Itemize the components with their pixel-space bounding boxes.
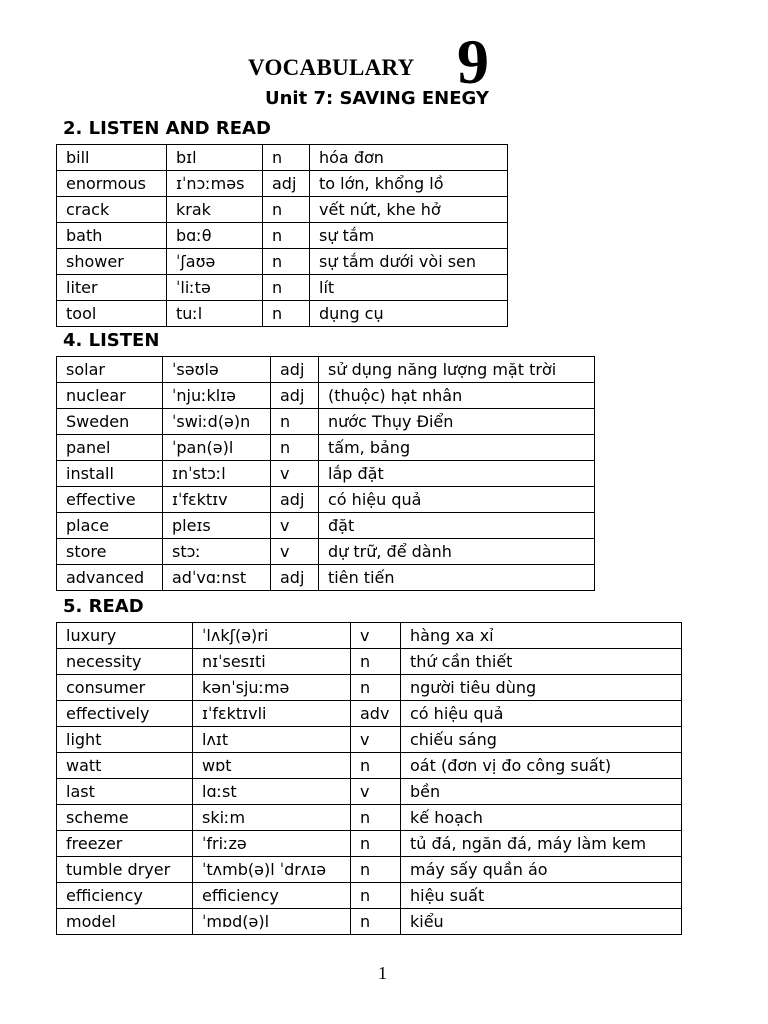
vocab-word: shower [57,249,167,275]
vocab-part-of-speech: n [351,649,401,675]
vocab-part-of-speech: n [351,831,401,857]
vocab-part-of-speech: adj [271,565,319,591]
table-row [57,249,508,275]
vocab-part-of-speech: v [271,513,319,539]
vocab-part-of-speech: n [263,223,310,249]
vocab-pronunciation: nɪˈsesɪti [193,649,351,675]
vocab-pronunciation: ˈmɒd(ə)l [193,909,351,935]
vocab-word: tumble dryer [57,857,193,883]
table-row [57,753,682,779]
vocab-table-read [56,622,682,935]
vocab-table-listen-and-read [56,144,508,327]
vocab-meaning: sử dụng năng lượng mặt trời [319,357,595,383]
vocab-meaning: sự tắm dưới vòi sen [310,249,508,275]
vocab-part-of-speech: n [263,197,310,223]
unit-title: Unit 7: SAVING ENEGY [265,88,489,109]
vocab-meaning: người tiêu dùng [401,675,682,701]
table-row [57,909,682,935]
vocab-meaning: dụng cụ [310,301,508,327]
vocab-word: tool [57,301,167,327]
vocab-meaning: vết nứt, khe hở [310,197,508,223]
table-row [57,171,508,197]
vocab-pronunciation: ˈliːtə [167,275,263,301]
vocab-word: place [57,513,163,539]
vocab-part-of-speech: n [351,675,401,701]
vocab-meaning: thứ cần thiết [401,649,682,675]
table-row [57,883,682,909]
vocab-pronunciation: adˈvɑːnst [163,565,271,591]
table-row [57,383,595,409]
vocab-pronunciation: ˈpan(ə)l [163,435,271,461]
vocab-meaning: có hiệu quả [401,701,682,727]
vocab-meaning: đặt [319,513,595,539]
table-row [57,513,595,539]
vocab-pronunciation: ɪˈfɛktɪvli [193,701,351,727]
table-row [57,779,682,805]
vocab-part-of-speech: adj [271,487,319,513]
vocab-word: light [57,727,193,753]
table-row [57,197,508,223]
table-row [57,487,595,513]
vocab-pronunciation: ˈʃaʊə [167,249,263,275]
vocab-word: consumer [57,675,193,701]
vocab-part-of-speech: n [351,883,401,909]
vocab-pronunciation: ˈswiːd(ə)n [163,409,271,435]
vocab-pronunciation: ˈnjuːklɪə [163,383,271,409]
document-header [0,0,768,116]
table-row [57,565,595,591]
section-heading-read: 5. READ [63,596,144,617]
vocab-word: panel [57,435,163,461]
vocab-part-of-speech: n [271,435,319,461]
table-row [57,357,595,383]
vocab-word: luxury [57,623,193,649]
vocab-pronunciation: lɑːst [193,779,351,805]
table-row [57,539,595,565]
vocab-meaning: (thuộc) hạt nhân [319,383,595,409]
vocab-part-of-speech: n [351,857,401,883]
vocab-meaning: máy sấy quần áo [401,857,682,883]
vocab-part-of-speech: n [351,909,401,935]
vocab-word: freezer [57,831,193,857]
table-row [57,301,508,327]
vocab-meaning: hiệu suất [401,883,682,909]
vocab-part-of-speech: n [263,275,310,301]
vocab-word: efficiency [57,883,193,909]
vocab-word: watt [57,753,193,779]
vocab-word: nuclear [57,383,163,409]
table-row [57,727,682,753]
vocab-word: effective [57,487,163,513]
vocab-pronunciation: ˈsəʊlə [163,357,271,383]
grade-number: 9 [457,26,489,97]
table-row [57,701,682,727]
table-row [57,461,595,487]
vocab-word: store [57,539,163,565]
vocab-pronunciation: bɑːθ [167,223,263,249]
vocab-meaning: to lớn, khổng lồ [310,171,508,197]
vocab-part-of-speech: v [351,779,401,805]
vocab-part-of-speech: v [351,727,401,753]
vocab-pronunciation: lʌɪt [193,727,351,753]
vocab-word: enormous [57,171,167,197]
vocab-meaning: oát (đơn vị đo công suất) [401,753,682,779]
vocab-part-of-speech: n [263,145,310,171]
vocab-word: model [57,909,193,935]
table-row [57,409,595,435]
vocab-meaning: tiên tiến [319,565,595,591]
vocab-pronunciation: kənˈsjuːmə [193,675,351,701]
vocab-pronunciation: skiːm [193,805,351,831]
vocab-table-listen [56,356,595,591]
vocab-word: liter [57,275,167,301]
vocab-pronunciation: ˈtʌmb(ə)l ˈdrʌɪə [193,857,351,883]
table-row [57,275,508,301]
vocab-part-of-speech: n [351,753,401,779]
vocab-meaning: dự trữ, để dành [319,539,595,565]
vocab-meaning: hàng xa xỉ [401,623,682,649]
vocab-word: bill [57,145,167,171]
vocab-pronunciation: krak [167,197,263,223]
section-heading-listen-and-read: 2. LISTEN AND READ [63,118,271,139]
document-title: VOCABULARY [248,55,415,80]
vocab-part-of-speech: adj [271,357,319,383]
vocab-part-of-speech: v [351,623,401,649]
table-row [57,223,508,249]
vocab-pronunciation: ɪˈfɛktɪv [163,487,271,513]
vocab-part-of-speech: adj [263,171,310,197]
vocab-word: scheme [57,805,193,831]
vocab-word: necessity [57,649,193,675]
vocab-part-of-speech: n [271,409,319,435]
vocab-meaning: kế hoạch [401,805,682,831]
vocab-pronunciation: pleɪs [163,513,271,539]
vocab-word: last [57,779,193,805]
vocab-pronunciation: efficiency [193,883,351,909]
vocab-meaning: lắp đặt [319,461,595,487]
vocab-word: effectively [57,701,193,727]
table-row [57,831,682,857]
vocab-word: crack [57,197,167,223]
vocab-pronunciation: bɪl [167,145,263,171]
table-row [57,675,682,701]
vocab-word: Sweden [57,409,163,435]
vocab-part-of-speech: n [263,249,310,275]
vocab-part-of-speech: n [263,301,310,327]
vocab-meaning: kiểu [401,909,682,935]
vocab-pronunciation: ɪnˈstɔːl [163,461,271,487]
vocab-pronunciation: ˈlʌkʃ(ə)ri [193,623,351,649]
vocab-meaning: tủ đá, ngăn đá, máy làm kem [401,831,682,857]
vocab-meaning: tấm, bảng [319,435,595,461]
vocab-word: solar [57,357,163,383]
vocab-part-of-speech: adj [271,383,319,409]
vocab-part-of-speech: v [271,539,319,565]
table-row [57,623,682,649]
vocab-meaning: lít [310,275,508,301]
vocab-part-of-speech: adv [351,701,401,727]
table-row [57,649,682,675]
vocab-part-of-speech: v [271,461,319,487]
vocab-meaning: nước Thụy Điển [319,409,595,435]
vocab-pronunciation: wɒt [193,753,351,779]
vocab-pronunciation: ɪˈnɔːməs [167,171,263,197]
vocab-pronunciation: tuːl [167,301,263,327]
vocab-meaning: bền [401,779,682,805]
table-row [57,435,595,461]
vocab-pronunciation: stɔː [163,539,271,565]
section-heading-listen: 4. LISTEN [63,330,160,351]
table-row [57,145,508,171]
vocab-meaning: sự tắm [310,223,508,249]
table-row [57,805,682,831]
vocab-part-of-speech: n [351,805,401,831]
vocab-word: install [57,461,163,487]
vocab-meaning: hóa đơn [310,145,508,171]
table-row [57,857,682,883]
page-number: 1 [378,963,387,983]
vocab-word: bath [57,223,167,249]
vocab-pronunciation: ˈfriːzə [193,831,351,857]
vocab-meaning: có hiệu quả [319,487,595,513]
vocab-word: advanced [57,565,163,591]
vocab-meaning: chiếu sáng [401,727,682,753]
